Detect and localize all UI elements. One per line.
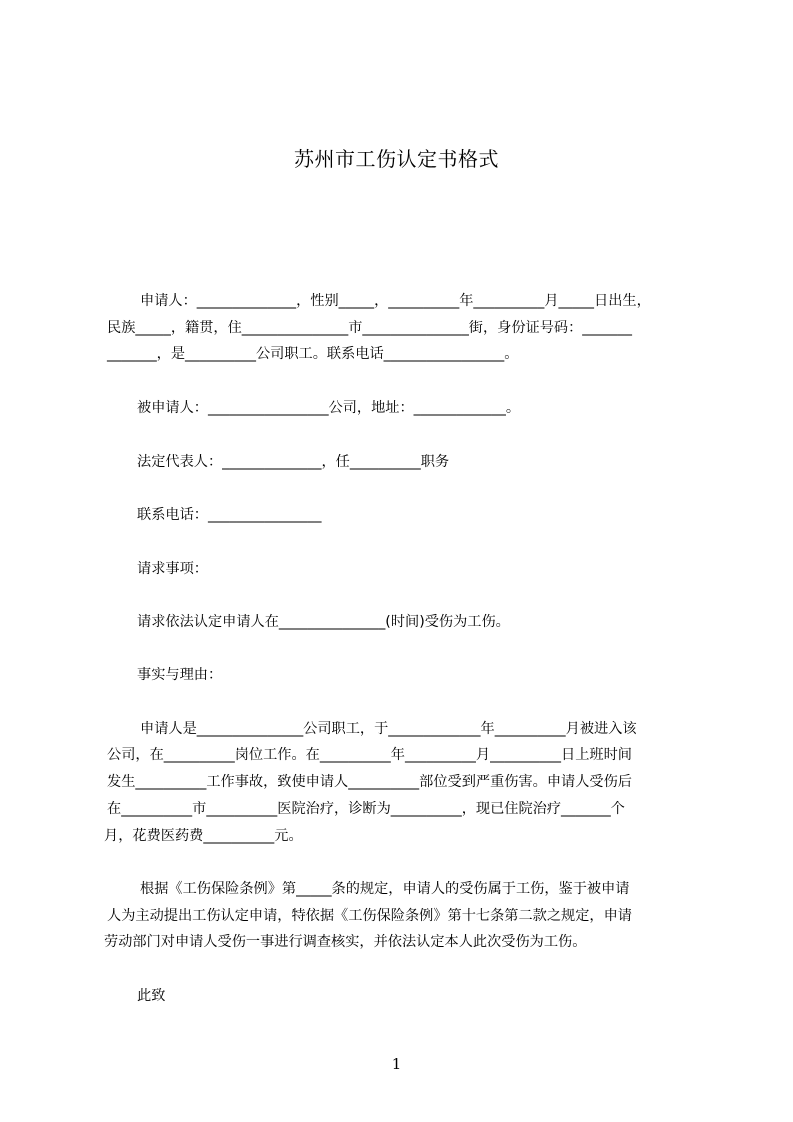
facts-line-4: 在__________市__________医院治疗，诊断为__________，现已住院治疗_______个	[107, 801, 625, 817]
respondent-line: 被申请人：_________________公司，地址：_____________。	[137, 400, 521, 416]
facts-line-2: 公司，在__________岗位工作。在__________年__________月__________日上班时间	[107, 747, 632, 763]
applicant-line-1: 申请人：______________，性别_____，__________年__________月_____日出生，	[140, 293, 651, 309]
request-heading: 请求事项：	[137, 561, 208, 577]
request-text: 请求依法认定申请人在_______________(时间)受伤为工伤。	[137, 614, 510, 630]
closing-salutation: 此致	[137, 988, 166, 1004]
legal-representative-line: 法定代表人：______________，任__________职务	[137, 454, 450, 470]
facts-line-1: 申请人是_______________公司职工，于_____________年__________月被进入该	[140, 721, 637, 737]
contact-phone-line: 联系电话：________________	[137, 507, 322, 523]
document-title: 苏州市工伤认定书格式	[294, 147, 499, 171]
applicant-line-2: 民族_____，籍贯，住_______________市_______________街，身份证号码：_______	[107, 320, 632, 336]
facts-line-5: 月，花费医药费__________元。	[104, 828, 303, 844]
facts-line-3: 发生__________工作事故，致使申请人__________部位受到严重伤害。申请人受伤后	[107, 774, 632, 790]
basis-line-1: 根据《工伤保险条例》第_____条的规定，申请人的受伤属于工伤，鉴于被申请	[140, 881, 630, 897]
basis-line-3: 劳动部门对申请人受伤一事进行调查核实，并依法认定本人此次受伤为工伤。	[104, 934, 587, 950]
basis-line-2: 人为主动提出工伤认定申请，特依据《工伤保险条例》第十七条第二款之规定，申请	[107, 908, 632, 924]
applicant-line-3: _______，是__________公司职工。联系电话_________________。	[107, 346, 519, 362]
facts-heading: 事实与理由：	[137, 667, 223, 683]
page-number: 1	[391, 1055, 402, 1073]
